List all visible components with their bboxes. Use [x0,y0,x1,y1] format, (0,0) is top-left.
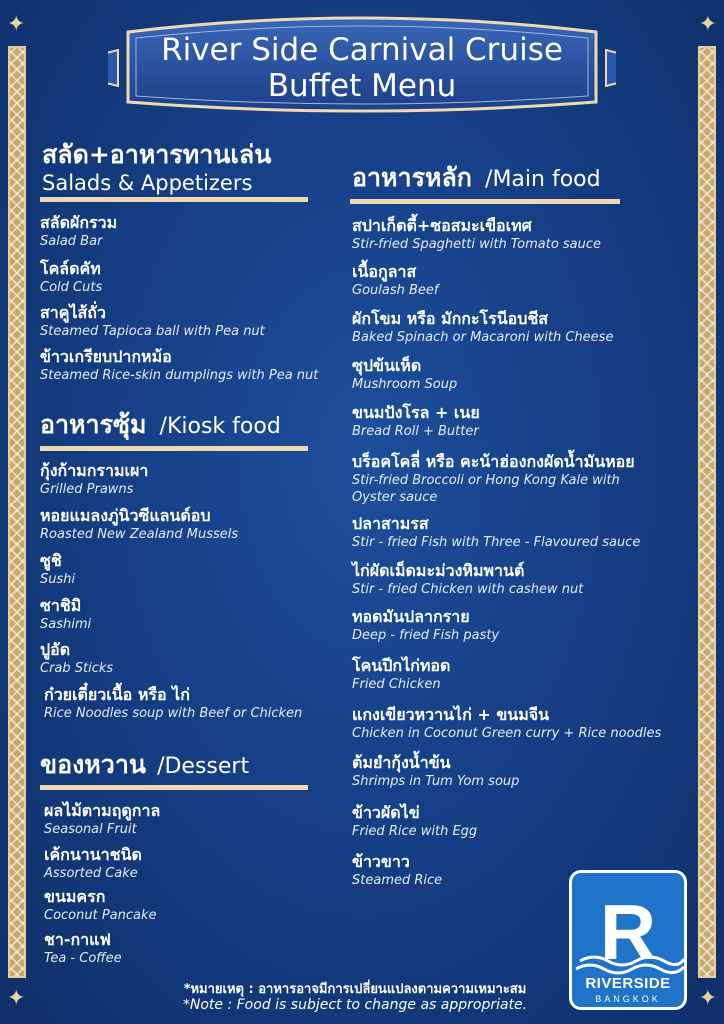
left-ornamental-border [8,46,26,978]
menu-item: ปูอัด Crab Sticks [40,640,114,676]
corner-star-icon: ✦ [698,986,717,1011]
title-banner [108,10,616,116]
section-title-english: /Kiosk food [159,414,281,439]
section-divider [40,446,308,451]
section-title-thai: สลัด+อาหารทานเล่น [42,140,272,169]
menu-item: ไก่ผัดเม็ดมะม่วงหิมพานต์ Stir - fried Chicken with cashew nut [352,561,584,597]
menu-item: ปลาสามรส Stir - fried Fish with Three - Flavoured sauce [352,514,641,550]
section-heading-salads [42,140,271,196]
section-divider [40,785,308,790]
menu-item: ก๋วยเตี๋ยวเนื้อ หรือ ไก่ Rice Noodles soup with Beef or Chicken [44,685,303,721]
menu-item: ข้าวขาว Steamed Rice [352,852,443,888]
corner-star-icon: ✦ [698,12,717,37]
menu-item: ซาชิมิ Sashimi [40,596,92,632]
menu-item: ผักโขม หรือ มักกะโรนีอบชีส Baked Spinach or Macaroni with Cheese [352,309,614,345]
svg-text:R: R [599,888,657,976]
logo-city: BANGKOK [595,994,661,1004]
section-title-thai: ของหวาน [40,750,146,779]
menu-item: โคนปีกไก่ทอด Fried Chicken [352,656,451,692]
menu-item: ต้มยำกุ้งน้ำข้น Shrimps in Tum Yom soup [352,753,520,789]
note-thai: *หมายเหตุ : อาหารอาจมีการเปลี่ยนแปลงตามความเหมาะสม [183,982,527,997]
section-divider [40,197,308,202]
section-title-english: Salads & Appetizers [42,171,253,195]
note-english: *Note : Food is subject to change as appropriate. [182,997,528,1013]
menu-item: ข้าวผัดไข่ Fried Rice with Egg [352,803,478,839]
menu-item: ซูชิ Sushi [40,551,76,587]
corner-star-icon: ✦ [7,986,26,1011]
section-title-english: /Dessert [157,754,250,779]
menu-item: แกงเขียวหวานไก่ + ขนมจีน Chicken in Coconut Green curry + Rice noodles [352,705,662,741]
section-heading-kiosk [40,410,281,440]
menu-item: เค้กนานาชนิด Assorted Cake [44,845,142,881]
section-title-thai: อาหารซุ้ม [40,410,147,439]
menu-item: หอยแมลงภู่นิวซีแลนด์อบ Roasted New Zealand Mussels [40,506,239,542]
menu-item: ขนมครก Coconut Pancake [44,887,157,923]
menu-item: โคล์ดคัท Cold Cuts [40,259,103,295]
menu-item: ขนมปังโรล + เนย Bread Roll + Butter [352,403,480,439]
section-divider [350,199,620,204]
right-ornamental-border [698,46,716,978]
menu-item: ผลไม้ตามฤดูกาล Seasonal Fruit [44,801,161,837]
menu-item: สปาเก็ตตี้+ซอสมะเขือเทศ Stir-fried Spaghetti with Tomato sauce [352,216,602,252]
menu-item: บร็อคโคลี่ หรือ คะน้าฮ่องกงผัดน้ำมันหอย Stir-fried Broccoli or Hong Kong Kale with Oyster sauce [352,452,635,505]
menu-title-line2: Buffet Menu [267,68,457,104]
logo-wordmark: RIVERSIDE [585,975,671,992]
section-title-thai: อาหารหลัก [352,163,472,192]
menu-item: ชา-กาแฟ Tea - Coffee [44,930,122,966]
menu-item: เนื้อกูลาส Goulash Beef [352,262,439,298]
menu-item: ทอดมันปลากราย Deep - fried Fish pasty [352,607,500,643]
menu-item: ซุปข้นเห็ด Mushroom Soup [352,356,458,392]
menu-item: ข้าวเกรียบปากหม้อ Steamed Rice-skin dumplings with Pea nut [40,347,319,383]
menu-item: กุ้งก้ามกรามเผา Grilled Prawns [40,461,149,497]
section-heading-dessert [40,750,249,780]
menu-item: สาคูไส้ถั่ว Steamed Tapioca ball with Pea nut [40,303,265,339]
corner-star-icon: ✦ [7,12,26,37]
menu-title-line1: River Side Carnival Cruise [161,32,563,68]
menu-item: สลัดผักรวม Salad Bar [40,213,118,249]
section-heading-main [352,163,601,193]
section-title-english: /Main food [485,167,601,192]
